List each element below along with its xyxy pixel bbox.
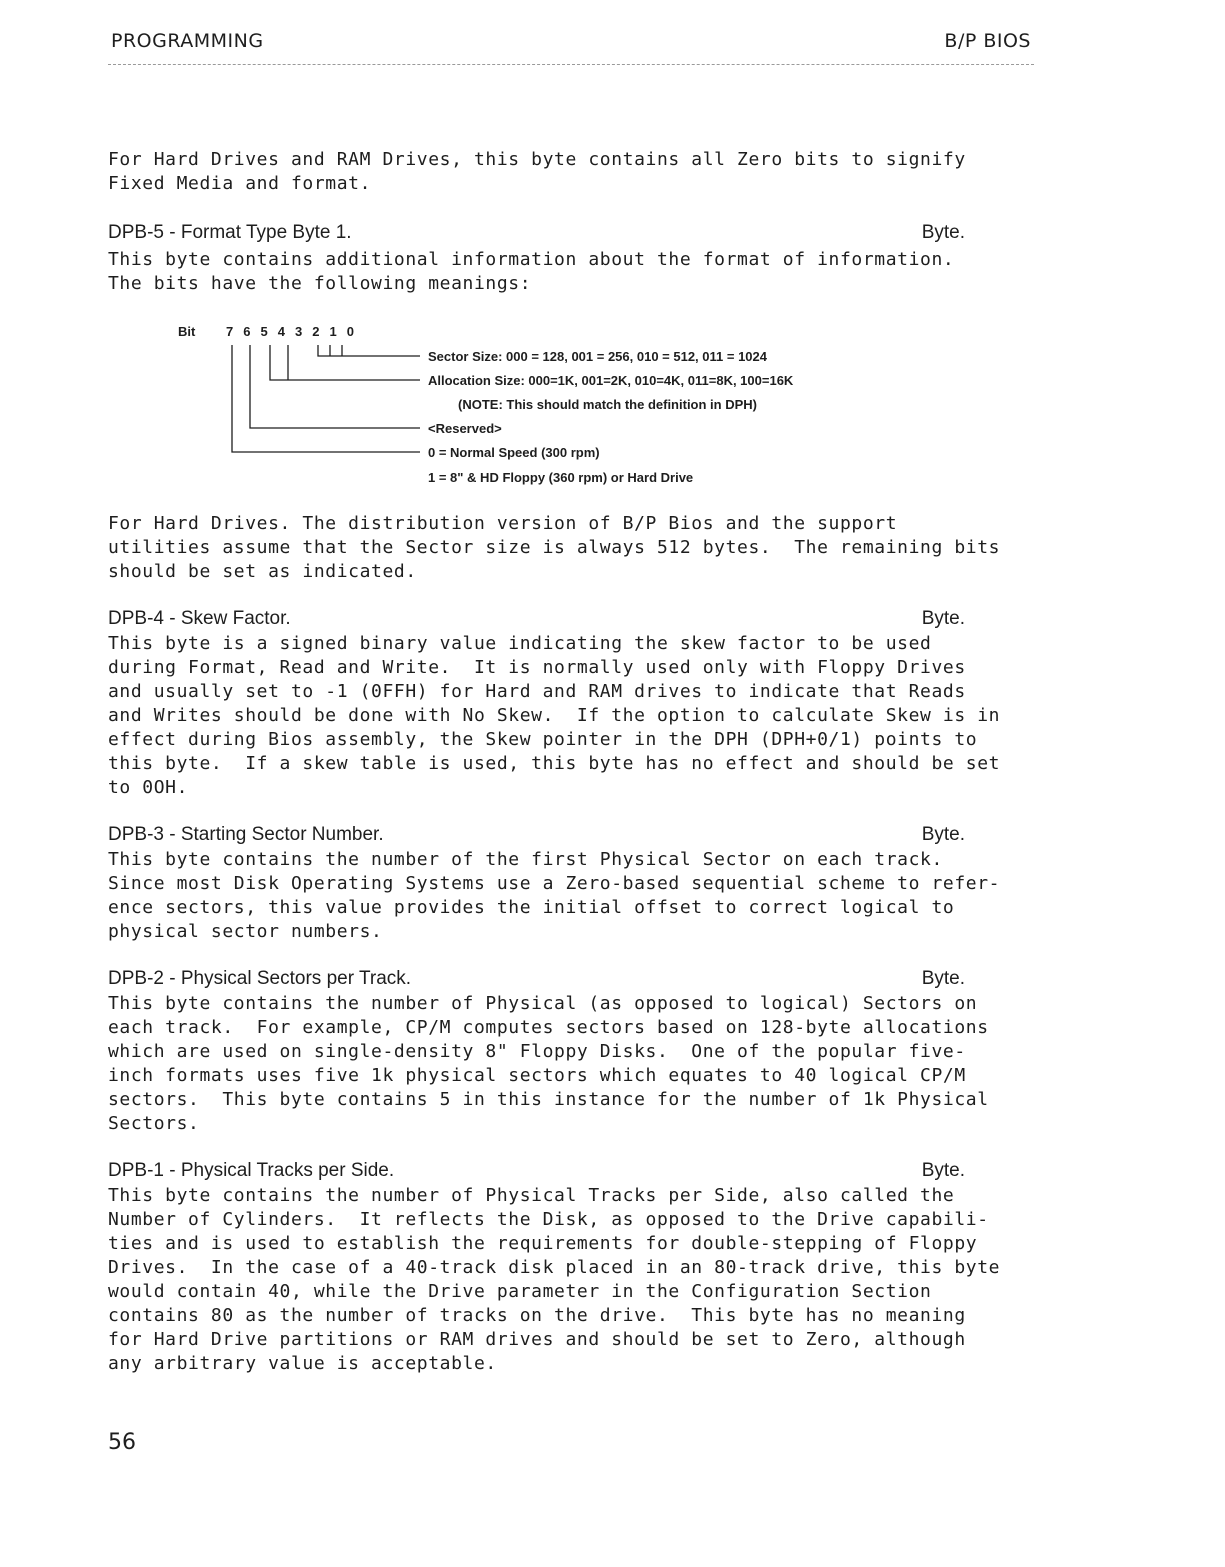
dpb5-type: Byte. bbox=[921, 222, 965, 243]
dpb1-title: DPB-1 - Physical Tracks per Side. bbox=[108, 1160, 395, 1181]
hd-speed-line: 1 = 8" & HD Floppy (360 rpm) or Hard Drive bbox=[428, 470, 694, 485]
intro-paragraph: For Hard Drives and RAM Drives, this byte contains all Zero bits to signify Fixed Media and format. bbox=[108, 149, 966, 194]
dpb1-body: This byte contains the number of Physical Tracks per Side, also called the Number of Cylinders. It reflects the Disk, as opposed to the Drive capabili- ties and is used to establish the requirements for double-stepping of Floppy Drives. In the case of a 40-track disk placed in an 80-track drive, this byte would contain 40, while the Drive parameter in the Configuration Section contains 80 as the number of tracks on the drive. This byte has no meaning for Hard Drive partitions or RAM drives and should be set to Zero, although any arbitrary value is acceptable. bbox=[108, 1185, 1001, 1374]
dpb2-title: DPB-2 - Physical Sectors per Track. bbox=[108, 968, 412, 989]
page-number: 56 bbox=[108, 1430, 136, 1455]
dpb4-heading bbox=[108, 608, 965, 634]
sector-size-line: Sector Size: 000 = 128, 001 = 256, 010 = 512, 011 = 1024 bbox=[428, 349, 767, 364]
header-manual-title: B/P BIOS bbox=[944, 30, 1031, 52]
bit-connector-lines bbox=[232, 345, 420, 452]
dpb3-body: This byte contains the number of the first Physical Sector on each track. Since most Disk Operating Systems use a Zero-based sequential scheme to refer- ence sectors, this value provides the initial offset to correct logical to physical sector numbers. bbox=[108, 849, 1001, 942]
allocation-note-line: (NOTE: This should match the definition in DPH) bbox=[458, 397, 757, 412]
allocation-size-line: Allocation Size: 000=1K, 001=2K, 010=4K, 011=8K, 100=16K bbox=[428, 373, 794, 388]
dpb5-title: DPB-5 - Format Type Byte 1. bbox=[108, 222, 352, 243]
dpb3-type: Byte. bbox=[921, 824, 965, 845]
normal-speed-line: 0 = Normal Speed (300 rpm) bbox=[428, 445, 600, 460]
header-section-title: PROGRAMMING bbox=[111, 30, 264, 52]
dpb2-type: Byte. bbox=[921, 968, 965, 989]
bit-numbers: 7 6 5 4 3 2 1 0 bbox=[226, 324, 358, 339]
dpb1-type: Byte. bbox=[921, 1160, 965, 1181]
dpb4-body: This byte is a signed binary value indicating the skew factor to be used during Format, Read and Write. It is normally used only with Floppy Drives and usually set to -1 (0FFH) for Hard and RAM drives to indicate that Reads and Writes should be done with No Skew. If the option to calculate Skew is in effect during Bios assembly, the Skew pointer in the DPH (DPH+0/1) points to this byte. If a skew table is used, this byte has no effect and should be set to 0OH. bbox=[108, 633, 1001, 798]
after-diagram-paragraph: For Hard Drives. The distribution version of B/P Bios and the support utilities assume that the Sector size is always 512 bytes. The remaining bits should be set as indicated. bbox=[108, 513, 1001, 582]
dpb3-title: DPB-3 - Starting Sector Number. bbox=[108, 824, 384, 845]
dpb4-type: Byte. bbox=[921, 608, 965, 629]
dpb1-heading bbox=[108, 1160, 965, 1186]
reserved-line: <Reserved> bbox=[428, 421, 502, 436]
dpb2-body: This byte contains the number of Physical (as opposed to logical) Sectors on each track. For example, CP/M computes sectors based on 128-byte allocations which are used on single-density 8" Floppy Disks. One of the popular five- inch formats uses five 1k physical sectors which equates to 40 logical CP/M sectors. This byte contains 5 in this instance for the number of 1k Physical Sectors. bbox=[108, 993, 989, 1134]
dpb5-body: This byte contains additional information about the format of information. The bits have the following meanings: bbox=[108, 249, 955, 294]
dpb2-heading bbox=[108, 968, 965, 994]
dpb4-title: DPB-4 - Skew Factor. bbox=[108, 608, 291, 629]
dpb3-heading bbox=[108, 824, 965, 850]
bit-label: Bit bbox=[178, 324, 196, 339]
